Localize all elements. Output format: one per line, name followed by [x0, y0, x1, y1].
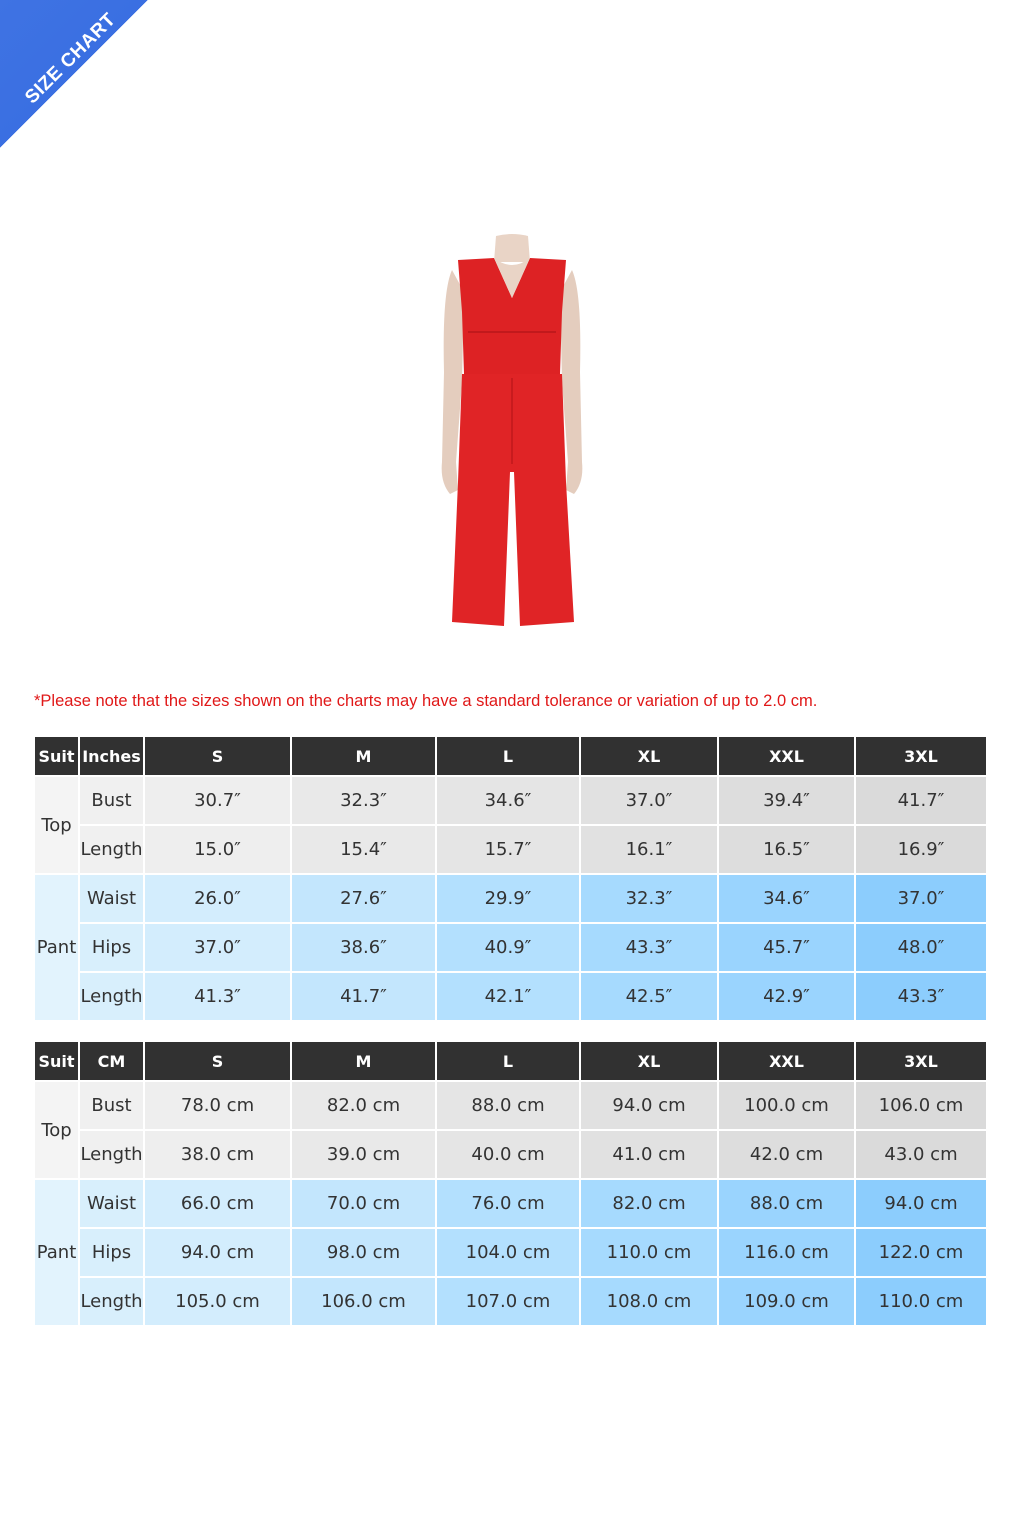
measurement-label: Bust — [80, 777, 143, 824]
size-value-cell: 41.0 cm — [581, 1131, 717, 1178]
group-label: Pant — [35, 875, 78, 1020]
size-value-cell: 37.0″ — [856, 875, 986, 922]
col-header: CM — [80, 1042, 143, 1080]
product-image — [438, 232, 586, 632]
size-value-cell: 39.0 cm — [292, 1131, 435, 1178]
col-header: S — [145, 737, 290, 775]
size-value-cell: 15.7″ — [437, 826, 579, 873]
size-value-cell: 110.0 cm — [856, 1278, 986, 1325]
size-value-cell: 41.7″ — [856, 777, 986, 824]
table-row — [35, 1180, 986, 1227]
size-value-cell: 29.9″ — [437, 875, 579, 922]
size-value-cell: 37.0″ — [145, 924, 290, 971]
measurement-label: Length — [80, 826, 143, 873]
size-value-cell: 94.0 cm — [581, 1082, 717, 1129]
size-value-cell: 105.0 cm — [145, 1278, 290, 1325]
size-value-cell: 106.0 cm — [292, 1278, 435, 1325]
size-value-cell: 38.0 cm — [145, 1131, 290, 1178]
tolerance-note: *Please note that the sizes shown on the charts may have a standard tolerance or variation of up to 2.0 cm. — [34, 692, 818, 710]
size-value-cell: 34.6″ — [437, 777, 579, 824]
measurement-label: Length — [80, 1278, 143, 1325]
size-value-cell: 94.0 cm — [145, 1229, 290, 1276]
size-table-inches — [33, 735, 988, 1022]
size-value-cell: 38.6″ — [292, 924, 435, 971]
size-value-cell: 122.0 cm — [856, 1229, 986, 1276]
table-row — [35, 777, 986, 824]
measurement-label: Hips — [80, 924, 143, 971]
size-value-cell: 41.3″ — [145, 973, 290, 1020]
table-row — [35, 875, 986, 922]
size-value-cell: 45.7″ — [719, 924, 854, 971]
table-row — [35, 1278, 986, 1325]
size-table-cm — [33, 1040, 988, 1327]
size-value-cell: 30.7″ — [145, 777, 290, 824]
banner-label: SIZE CHART — [21, 9, 121, 109]
col-header: M — [292, 737, 435, 775]
size-value-cell: 43.3″ — [856, 973, 986, 1020]
size-value-cell: 16.9″ — [856, 826, 986, 873]
size-value-cell: 109.0 cm — [719, 1278, 854, 1325]
size-value-cell: 26.0″ — [145, 875, 290, 922]
size-value-cell: 40.9″ — [437, 924, 579, 971]
size-chart-banner — [0, 0, 148, 148]
group-label: Top — [35, 777, 78, 873]
size-value-cell: 48.0″ — [856, 924, 986, 971]
size-value-cell: 106.0 cm — [856, 1082, 986, 1129]
size-value-cell: 16.1″ — [581, 826, 717, 873]
size-value-cell: 34.6″ — [719, 875, 854, 922]
col-header: 3XL — [856, 1042, 986, 1080]
size-value-cell: 94.0 cm — [856, 1180, 986, 1227]
size-value-cell: 66.0 cm — [145, 1180, 290, 1227]
size-value-cell: 43.3″ — [581, 924, 717, 971]
col-header: Suit — [35, 737, 78, 775]
col-header: 3XL — [856, 737, 986, 775]
measurement-label: Waist — [80, 875, 143, 922]
size-value-cell: 15.0″ — [145, 826, 290, 873]
group-label: Top — [35, 1082, 78, 1178]
size-value-cell: 82.0 cm — [581, 1180, 717, 1227]
size-value-cell: 16.5″ — [719, 826, 854, 873]
table-row — [35, 826, 986, 873]
size-value-cell: 40.0 cm — [437, 1131, 579, 1178]
size-value-cell: 104.0 cm — [437, 1229, 579, 1276]
size-value-cell: 42.9″ — [719, 973, 854, 1020]
size-value-cell: 42.5″ — [581, 973, 717, 1020]
col-header: XL — [581, 737, 717, 775]
size-value-cell: 39.4″ — [719, 777, 854, 824]
size-value-cell: 78.0 cm — [145, 1082, 290, 1129]
size-value-cell: 42.1″ — [437, 973, 579, 1020]
size-value-cell: 37.0″ — [581, 777, 717, 824]
header-row — [35, 1042, 986, 1080]
col-header: XXL — [719, 1042, 854, 1080]
group-label: Pant — [35, 1180, 78, 1325]
table-row — [35, 1082, 986, 1129]
size-value-cell: 100.0 cm — [719, 1082, 854, 1129]
header-row — [35, 737, 986, 775]
size-value-cell: 88.0 cm — [437, 1082, 579, 1129]
table-row — [35, 1229, 986, 1276]
table-row — [35, 973, 986, 1020]
col-header: L — [437, 1042, 579, 1080]
size-value-cell: 76.0 cm — [437, 1180, 579, 1227]
size-value-cell: 110.0 cm — [581, 1229, 717, 1276]
col-header: Suit — [35, 1042, 78, 1080]
size-value-cell: 107.0 cm — [437, 1278, 579, 1325]
col-header: Inches — [80, 737, 143, 775]
col-header: XL — [581, 1042, 717, 1080]
size-value-cell: 82.0 cm — [292, 1082, 435, 1129]
measurement-label: Hips — [80, 1229, 143, 1276]
table-row — [35, 1131, 986, 1178]
size-value-cell: 108.0 cm — [581, 1278, 717, 1325]
size-value-cell: 88.0 cm — [719, 1180, 854, 1227]
size-value-cell: 41.7″ — [292, 973, 435, 1020]
measurement-label: Bust — [80, 1082, 143, 1129]
measurement-label: Waist — [80, 1180, 143, 1227]
table-row — [35, 924, 986, 971]
size-value-cell: 42.0 cm — [719, 1131, 854, 1178]
size-value-cell: 32.3″ — [581, 875, 717, 922]
size-value-cell: 116.0 cm — [719, 1229, 854, 1276]
measurement-label: Length — [80, 973, 143, 1020]
col-header: L — [437, 737, 579, 775]
size-value-cell: 15.4″ — [292, 826, 435, 873]
measurement-label: Length — [80, 1131, 143, 1178]
size-value-cell: 98.0 cm — [292, 1229, 435, 1276]
col-header: M — [292, 1042, 435, 1080]
size-value-cell: 27.6″ — [292, 875, 435, 922]
col-header: S — [145, 1042, 290, 1080]
size-value-cell: 70.0 cm — [292, 1180, 435, 1227]
size-value-cell: 32.3″ — [292, 777, 435, 824]
col-header: XXL — [719, 737, 854, 775]
size-value-cell: 43.0 cm — [856, 1131, 986, 1178]
